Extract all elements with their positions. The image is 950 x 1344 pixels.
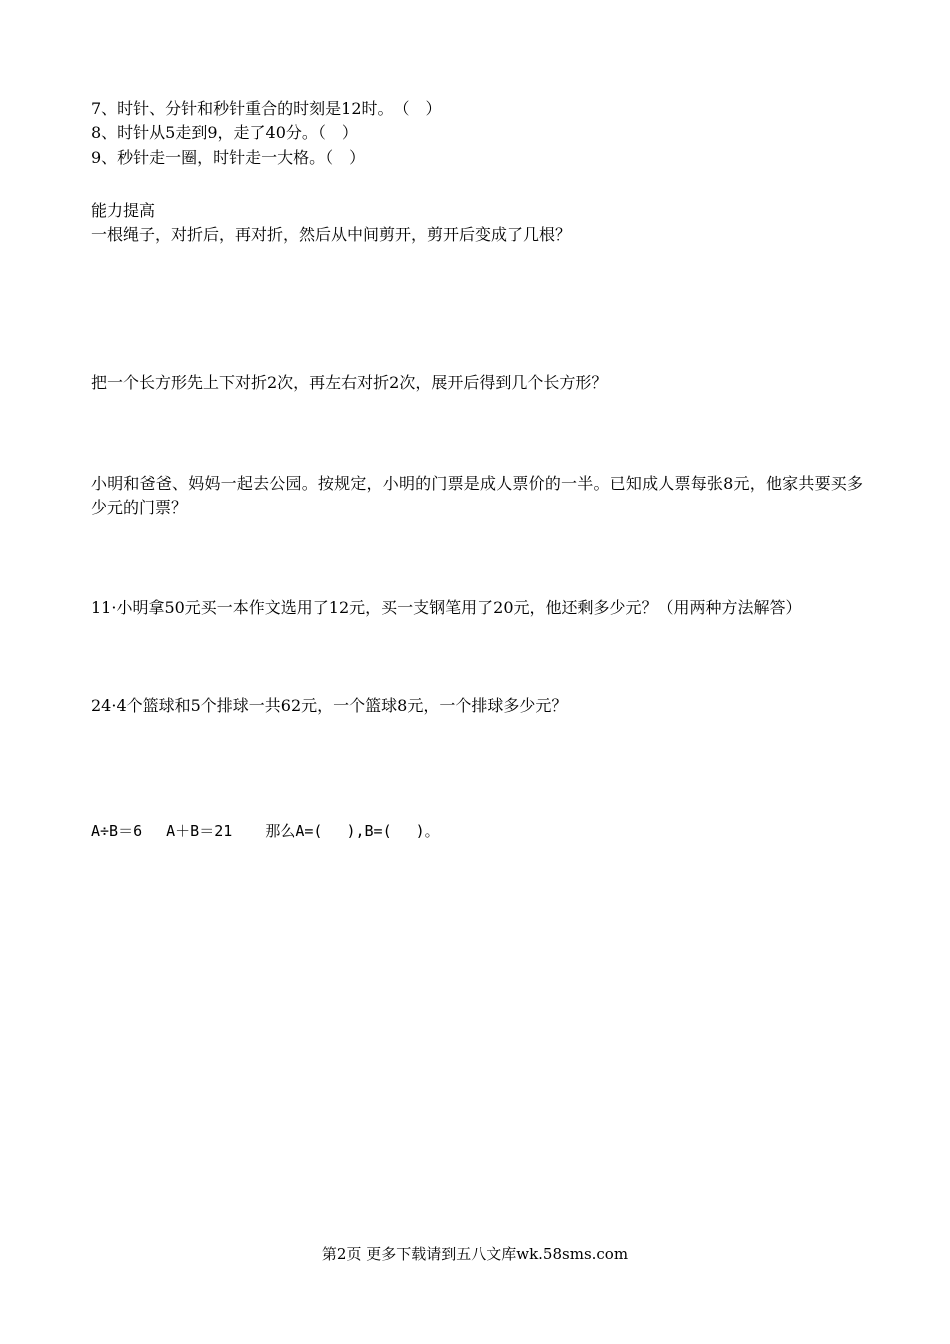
question-9: 9、秒针走一圈，时针走一大格。（ ） bbox=[91, 148, 366, 167]
question-8: 8、时针从5走到9，走了40分。（ ） bbox=[91, 123, 358, 142]
question-7: 7、时针、分针和秒针重合的时刻是12时。 （ ） bbox=[91, 99, 442, 118]
problem-equation: A÷B＝6 A＋B＝21 那么A=( ),B=( )。 bbox=[91, 822, 440, 840]
problem-money: 11·小明拿50元买一本作文选用了12元，买一支钢笔用了20元，他还剩多少元？（用两种方法解答） bbox=[91, 598, 802, 617]
problem-tickets: 小明和爸爸、妈妈一起去公园。按规定，小明的门票是成人票价的一半。已知成人票每张8元，他家共要买多少元的门票？ bbox=[91, 474, 863, 517]
problem-rectangle: 把一个长方形先上下对折2次，再左右对折2次，展开后得到几个长方形？ bbox=[91, 373, 608, 392]
problem-rope: 一根绳子，对折后，再对折，然后从中间剪开，剪开后变成了几根？ bbox=[91, 225, 572, 244]
page-footer: 第2页 更多下载请到五八文库wk.58sms.com bbox=[321, 1245, 629, 1263]
problem-balls: 24·4个篮球和5个排球一共62元，一个篮球8元，一个排球多少元？ bbox=[91, 696, 568, 715]
section-title: 能力提高 bbox=[91, 201, 156, 220]
